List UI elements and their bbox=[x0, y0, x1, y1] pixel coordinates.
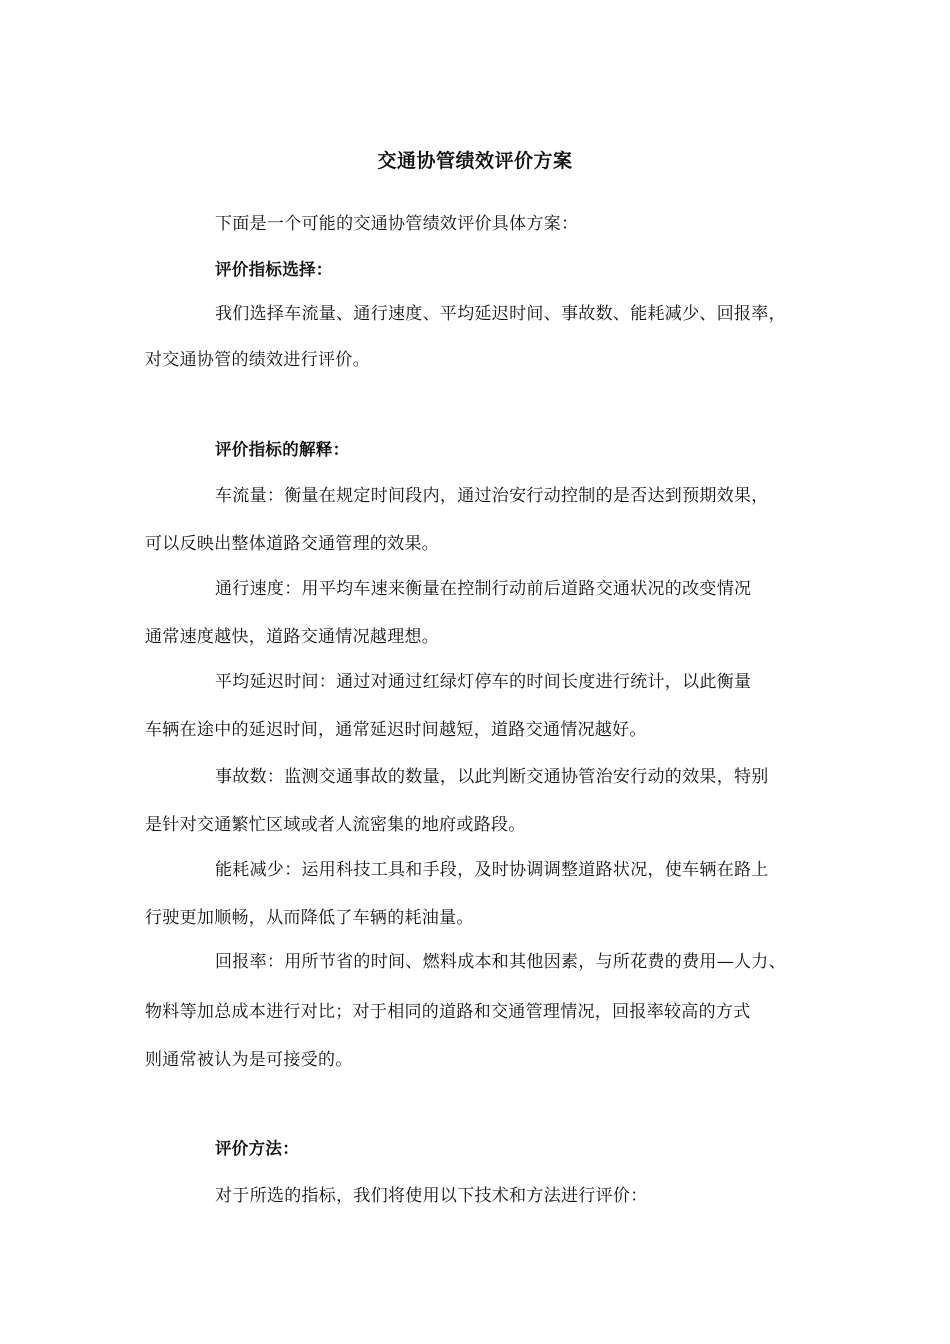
paragraph-line: 通常速度越快，道路交通情况越理想。 bbox=[145, 627, 440, 647]
paragraph-line: 车流量：衡量在规定时间段内，通过治安行动控制的是否达到预期效果， bbox=[215, 486, 769, 506]
paragraph-line: 车辆在途中的延迟时间，通常延迟时间越短，道路交通情况越好。 bbox=[145, 720, 647, 740]
paragraph-line: 物料等加总成本进行对比；对于相同的道路和交通管理情况，回报率较高的方式 bbox=[145, 1002, 751, 1022]
paragraph-line: 回报率：用所节省的时间、燃料成本和其他因素，与所花费的费用—人力、 bbox=[215, 952, 786, 972]
paragraph-line: 行驶更加顺畅，从而降低了车辆的耗油量。 bbox=[145, 908, 474, 928]
paragraph-line: 我们选择车流量、通行速度、平均延迟时间、事故数、能耗减少、回报率， bbox=[215, 304, 786, 324]
paragraph-line: 对于所选的指标，我们将使用以下技术和方法进行评价： bbox=[215, 1186, 648, 1206]
section-heading-indicator-explanation: 评价指标的解释： bbox=[215, 440, 350, 459]
section-heading-evaluation-method: 评价方法： bbox=[215, 1139, 299, 1158]
paragraph-line: 可以反映出整体道路交通管理的效果。 bbox=[145, 534, 440, 554]
paragraph-line: 事故数：监测交通事故的数量，以此判断交通协管治安行动的效果，特别 bbox=[215, 767, 769, 787]
paragraph-line: 平均延迟时间：通过对通过红绿灯停车的时间长度进行统计，以此衡量 bbox=[215, 672, 752, 692]
paragraph-line: 是针对交通繁忙区域或者人流密集的地府或路段。 bbox=[145, 815, 526, 835]
paragraph-line: 对交通协管的绩效进行评价。 bbox=[145, 350, 370, 370]
section-heading-indicator-selection: 评价指标选择： bbox=[215, 260, 333, 279]
paragraph-line: 能耗减少：运用科技工具和手段，及时协调调整道路状况，使车辆在路上 bbox=[215, 860, 769, 880]
paragraph-line: 通行速度：用平均车速来衡量在控制行动前后道路交通状况的改变情况 bbox=[215, 579, 752, 599]
paragraph-line: 则通常被认为是可接受的。 bbox=[145, 1050, 353, 1070]
document-title: 交通协管绩效评价方案 bbox=[377, 150, 573, 172]
intro-text: 下面是一个可能的交通协管绩效评价具体方案： bbox=[215, 214, 579, 234]
